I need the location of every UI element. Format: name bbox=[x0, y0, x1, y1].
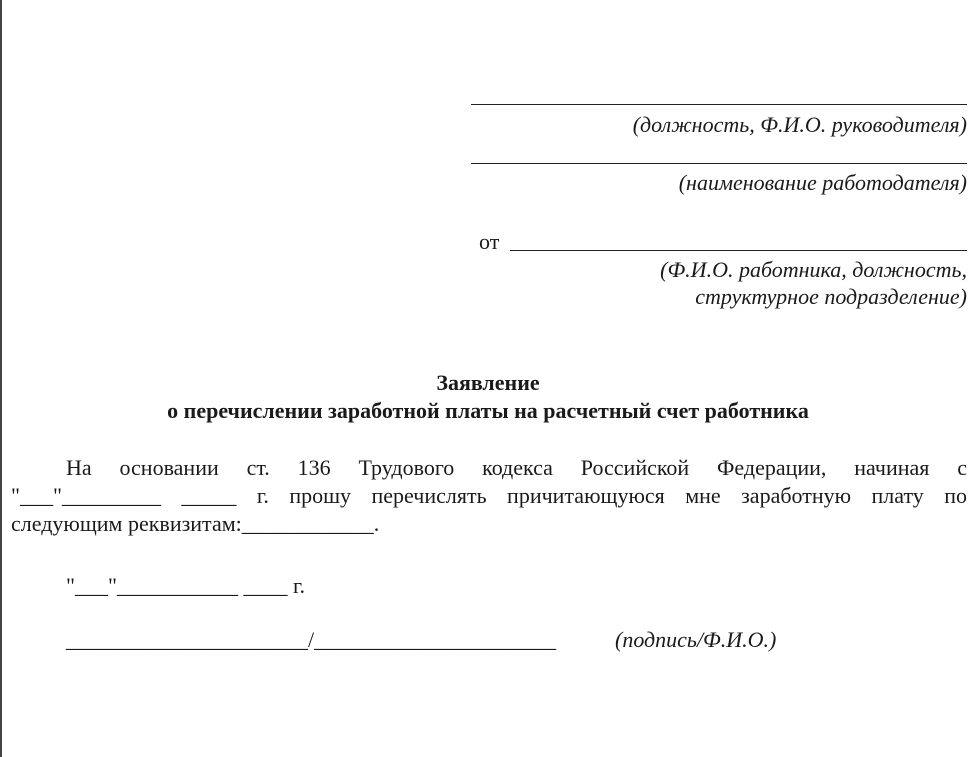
manager-caption: (должность, Ф.И.О. руководителя) bbox=[632, 112, 967, 137]
signature-line: ______________________/______________________ bbox=[66, 627, 557, 652]
from-label: от bbox=[479, 229, 500, 254]
manager-line bbox=[471, 104, 967, 105]
date-line: "___"___________ ____ г. bbox=[66, 573, 306, 598]
document-title: Заявление bbox=[436, 370, 540, 395]
employee-caption-line1: (Ф.И.О. работника, должность, bbox=[660, 257, 967, 282]
employer-line bbox=[471, 163, 967, 164]
body-line-1: На основании ст. 136 Трудового кодекса Российской Федерации, начиная с bbox=[66, 455, 967, 480]
body-line-2: "___"_________ _____ г. прошу перечислять причитающуюся мне заработную плату по bbox=[11, 483, 967, 508]
document-subtitle: о перечислении заработной платы на расчетный счет работника bbox=[167, 398, 809, 423]
body-line-3: следующим реквизитам:____________. bbox=[11, 511, 380, 536]
employee-caption-line2: структурное подразделение) bbox=[695, 284, 967, 309]
employer-caption: (наименование работодателя) bbox=[678, 170, 967, 195]
employee-line bbox=[510, 250, 967, 251]
signature-caption: (подпись/Ф.И.О.) bbox=[615, 627, 777, 652]
